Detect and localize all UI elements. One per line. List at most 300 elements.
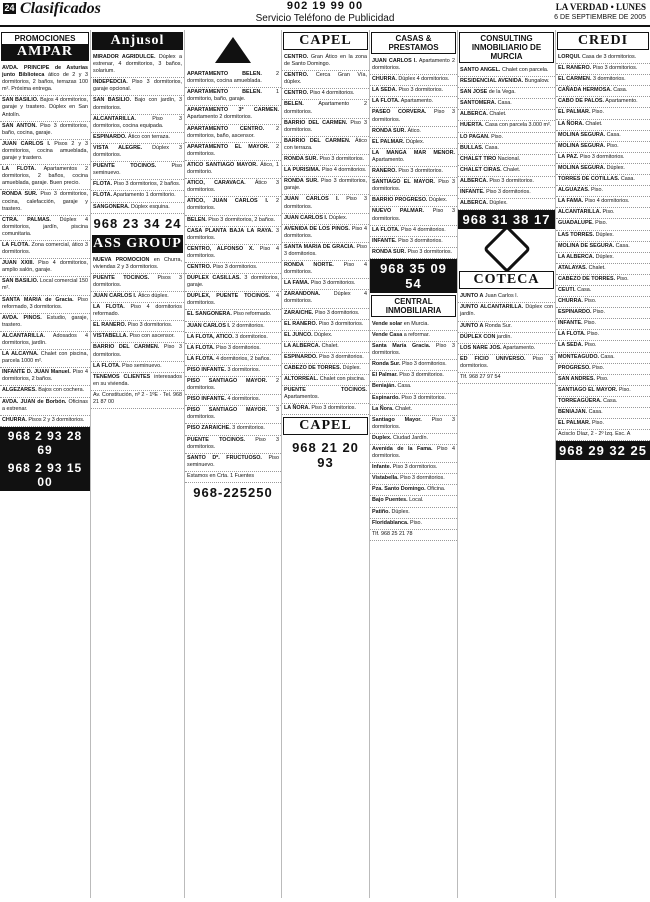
ad-headline: ED FICIO UNIVERSO. bbox=[460, 355, 526, 362]
ad-headline: LA ALBERCA. bbox=[558, 253, 595, 260]
classified-ad bbox=[282, 214, 369, 225]
ad-headline: Floridablanca. bbox=[372, 519, 409, 526]
classified-ad bbox=[458, 144, 555, 155]
ad-headline: SANTA MARIA de Gracia. bbox=[2, 296, 74, 303]
ad-headline: JUAN CARLOS I. bbox=[93, 292, 137, 299]
logo-subtitle: PROMOCIONES bbox=[14, 34, 76, 43]
ad-body: Piso 4 dormitorios. bbox=[187, 245, 280, 259]
ad-headline: ALCANTARILLA. bbox=[2, 332, 46, 339]
classified-ad bbox=[556, 319, 650, 330]
ad-headline: JUAN CARLOS I. bbox=[284, 214, 328, 221]
ad-body: Piso con ascensor. bbox=[129, 333, 175, 340]
ad-headline: JUNTO A bbox=[460, 293, 484, 300]
classified-ad bbox=[556, 264, 650, 275]
ad-headline: ATICO, JUAN CARLOS I. bbox=[187, 198, 269, 205]
ad-headline: MIRADOR AGRIDULCE. bbox=[93, 54, 156, 60]
ad-body: ático de 2 y 3 dormitorios, 2 baños, terrazas 100 m². Próxima entrega. bbox=[2, 72, 88, 93]
ad-headline: APARTAMENTO BELEN. bbox=[187, 71, 262, 77]
ad-headline: Vende solar bbox=[372, 320, 403, 327]
ad-headline: LA PAZ. bbox=[558, 153, 579, 160]
ad-body: 2 dormitorios. bbox=[231, 322, 265, 329]
ad-headline: BELEN. bbox=[187, 216, 207, 223]
classified-ad bbox=[0, 416, 90, 427]
classified-ad bbox=[282, 225, 369, 243]
classified-ad bbox=[556, 231, 650, 242]
ad-headline: GUADALUPE. bbox=[558, 220, 594, 227]
classified-ad bbox=[185, 88, 281, 106]
classified-ad bbox=[556, 86, 650, 97]
ad-headline: TENEMOS CLIENTES bbox=[93, 373, 151, 380]
ad-headline: Bajo Puentes. bbox=[372, 497, 408, 504]
classified-ad bbox=[370, 434, 457, 445]
ad-headline: EL RANERO. bbox=[558, 65, 592, 72]
ad-headline: BELEN. bbox=[284, 101, 304, 108]
ad-body: Casa. bbox=[577, 286, 592, 293]
ad-body: Piso 3 dormitorios. bbox=[401, 394, 446, 401]
ad-body: Dúplex. bbox=[595, 253, 614, 260]
ad-headline: SAN BASILIO. bbox=[2, 278, 39, 285]
ad-body: Oficina. bbox=[427, 486, 446, 493]
ad-body: Apartamento 2 dormitorios. bbox=[372, 58, 455, 72]
ad-headline: JUNTO ALCANTARILLA. bbox=[460, 304, 524, 311]
classified-ad bbox=[282, 364, 369, 375]
ad-headline: ALCANTARILLA. bbox=[93, 115, 137, 122]
ad-headline: PASEO CORVERA. bbox=[372, 109, 427, 116]
ad-headline: SAN ANTON. bbox=[2, 122, 37, 129]
classified-ad bbox=[282, 375, 369, 386]
ad-headline: MOLINA SEGURA. bbox=[558, 131, 606, 138]
ad-headline: EL PALMAR. bbox=[558, 420, 591, 427]
ad-list bbox=[185, 70, 281, 472]
ad-body: Piso. bbox=[587, 331, 600, 338]
classified-ad bbox=[0, 64, 90, 96]
classified-ad bbox=[185, 344, 281, 355]
ad-body: Piso 4 dormitorios reformado. bbox=[93, 304, 182, 318]
classified-ad bbox=[91, 332, 184, 343]
ad-body: Ático dúplex. bbox=[137, 292, 169, 299]
ad-headline: PISO INFANTE. bbox=[187, 396, 226, 403]
ad-headline: RONDA SUR. bbox=[2, 191, 38, 198]
ad-headline: MONTEAGUDO. bbox=[558, 353, 600, 360]
classified-ad bbox=[91, 115, 184, 133]
ad-headline: APARTAMENTO BELEN. bbox=[187, 89, 262, 96]
newspaper-name: LA VERDAD • LUNES bbox=[555, 2, 646, 12]
classified-ad bbox=[185, 245, 281, 263]
ad-body: Pisos 2 y 3 dormitorios, cocina amueblada, garaje y trastero. bbox=[2, 140, 88, 162]
classified-ad bbox=[370, 405, 457, 416]
classified-ad bbox=[370, 474, 457, 485]
classified-ad bbox=[185, 227, 281, 245]
ad-headline: Avenida de la Fama. bbox=[372, 446, 433, 452]
ad-headline: ZARANDONA. bbox=[284, 291, 321, 298]
ad-body: Local comercial 150 m². bbox=[2, 278, 88, 292]
ad-body: Local. bbox=[409, 497, 424, 504]
ad-headline: CENTRO. bbox=[284, 72, 309, 79]
classified-ad bbox=[458, 77, 555, 88]
ad-headline: ALBERCA. bbox=[460, 200, 488, 207]
ad-headline: La Ñora. bbox=[372, 405, 394, 412]
ad-headline: JUAN CARLOS I. bbox=[372, 58, 417, 64]
ad-headline: PUENTE TOCINOS. bbox=[93, 163, 157, 170]
capel-logo bbox=[283, 32, 368, 50]
ad-headline: LA FLOTA. bbox=[372, 226, 400, 233]
page-header bbox=[0, 0, 650, 26]
ad-body: Piso 4 dormitorios. bbox=[284, 262, 367, 276]
ad-body: 2 dormitorios. bbox=[187, 198, 280, 212]
ad-headline: LORQUI. bbox=[558, 54, 581, 60]
ad-body: Piso 3 dormitorios. bbox=[311, 405, 356, 412]
classified-ad bbox=[0, 96, 90, 121]
header-rule bbox=[0, 25, 650, 27]
ad-body: Dúplex. bbox=[328, 214, 348, 221]
classified-ad bbox=[0, 216, 90, 241]
column-4 bbox=[282, 30, 370, 898]
ad-headline: JUAN CARLOS I. bbox=[2, 140, 51, 147]
ad-body: Bajo con jardín, 3 dormitorios. bbox=[93, 97, 182, 111]
ad-body: Piso 3 dormitorios. bbox=[401, 361, 447, 368]
ad-headline: ALGUAZAS. bbox=[558, 187, 590, 194]
ad-headline: AVDA. JUAN de Borbón. bbox=[2, 398, 67, 405]
classified-ad bbox=[282, 261, 369, 279]
ad-headline: ALTORREAL. bbox=[284, 376, 319, 383]
ad-body: Piso 4 dormitorios, amplio salón, garaje. bbox=[2, 260, 88, 274]
ad-headline: CABEZO DE TORRES. bbox=[284, 365, 342, 371]
ad-body: Piso 3 dormitorios. bbox=[398, 87, 444, 94]
classified-ad bbox=[185, 179, 281, 197]
classified-ad bbox=[282, 320, 369, 331]
ad-body: Piso 3 dormitorios. bbox=[486, 189, 531, 196]
classified-ad bbox=[282, 100, 369, 118]
ad-headline: AVDA. PINOS. bbox=[2, 314, 42, 321]
classified-ad bbox=[185, 274, 281, 292]
classified-ad bbox=[458, 133, 555, 144]
ad-headline: ESPINARDO. bbox=[284, 353, 318, 360]
ad-body: Casa. bbox=[620, 176, 635, 183]
ad-body: Piso 3 dormitorios, garaje opcional. bbox=[93, 79, 182, 93]
ad-body: 2 dormitorios, baño, ascensor. bbox=[187, 125, 279, 139]
page-number: 24 bbox=[4, 3, 15, 13]
ad-headline: EL CARMEN. bbox=[558, 76, 592, 83]
ad-body: Dúplex. bbox=[405, 138, 425, 145]
classified-ad bbox=[370, 226, 457, 237]
ad-body: Piso. bbox=[602, 209, 615, 216]
ad-body: Dúplex 4 dormitorios. bbox=[398, 76, 450, 83]
ad-headline: TORREAGÜERA. bbox=[558, 397, 602, 404]
ad-body: Casa. bbox=[615, 242, 630, 249]
classified-ad bbox=[556, 353, 650, 364]
ad-body: a reformar. bbox=[403, 331, 430, 338]
ad-headline: El Palmar. bbox=[372, 372, 398, 379]
ad-body: Dúplex 3 dormitorios. bbox=[93, 144, 182, 159]
classified-ad bbox=[0, 386, 90, 397]
ad-headline: Patiño. bbox=[372, 508, 390, 515]
ad-headline: LA FLOTA. bbox=[2, 166, 36, 173]
classified-ad bbox=[370, 320, 457, 331]
classified-ad bbox=[458, 88, 555, 99]
ad-body: Dúplex a estrenar, 4 dormitorios, 3 baños, solarium. bbox=[93, 54, 182, 75]
ad-headline: TORRES DE COTILLAS. bbox=[558, 176, 620, 183]
ad-headline: MOLINA DE SEGURA. bbox=[558, 242, 615, 249]
ad-headline: AVENIDA DE LOS PINOS. bbox=[284, 225, 350, 232]
ad-body: Dúplex. bbox=[314, 331, 333, 338]
classified-ad bbox=[370, 416, 457, 434]
ad-headline: PISO SANTIAGO MAYOR. bbox=[187, 407, 268, 414]
column-6 bbox=[458, 30, 556, 898]
ad-headline: MOLINA SEGURA. bbox=[558, 142, 606, 149]
ad-body: Chalet. bbox=[503, 166, 521, 173]
phone-1: 968 2 93 28 69 bbox=[0, 427, 90, 459]
classified-ad bbox=[370, 519, 457, 530]
classified-ad bbox=[282, 243, 369, 261]
ad-headline: EL PALMAR. bbox=[372, 138, 405, 145]
logo-name: CREDI bbox=[577, 33, 629, 48]
column-5 bbox=[370, 30, 458, 898]
classified-ad bbox=[370, 75, 457, 86]
classified-ad bbox=[370, 445, 457, 463]
ad-body: Dúplex 4 dormitorios, jardín, piscina comunitaria. bbox=[2, 216, 89, 237]
ad-headline: LA FLOTA. bbox=[93, 304, 125, 311]
ad-body: Piso 3 dormitorios. bbox=[372, 416, 455, 430]
ad-headline: SAN ANDRES. bbox=[558, 375, 595, 382]
classified-ad bbox=[91, 162, 184, 180]
column-2 bbox=[91, 30, 185, 898]
ad-headline: PUENTE TOCINOS. bbox=[187, 436, 246, 443]
classified-ad bbox=[556, 208, 650, 219]
phone: 968-225250 bbox=[193, 485, 273, 501]
ad-headline: LA FAMA. bbox=[558, 198, 584, 205]
central-inmobiliaria-logo bbox=[371, 295, 456, 317]
classified-ad bbox=[556, 197, 650, 208]
ad-headline: SANTA MARIA DE GRACIA. bbox=[284, 243, 355, 250]
ad-headline: SANTIAGO EL MAYOR. bbox=[372, 179, 435, 186]
ad-body: Piso 3 dormitorios, cocina, calefacción, garaje y trastero. bbox=[2, 191, 88, 212]
ad-headline: PUENTE TOCINOS. bbox=[93, 274, 150, 281]
ad-body: Piso. bbox=[584, 320, 597, 327]
ad-body: Casa. bbox=[603, 397, 618, 404]
classified-ad bbox=[185, 377, 281, 395]
classified-ad bbox=[370, 167, 457, 178]
classified-ad bbox=[185, 216, 281, 227]
header-phone: 902 19 99 00 bbox=[286, 0, 364, 12]
classified-ad bbox=[556, 330, 650, 341]
classified-ad bbox=[91, 274, 184, 292]
ad-body: Piso 4 dormitorios, 2 baños. bbox=[2, 369, 89, 383]
classified-ad bbox=[370, 508, 457, 519]
ad-headline: DUPLEX, PUENTE TOCINOS. bbox=[187, 293, 271, 300]
classified-ad bbox=[0, 259, 90, 277]
ad-body: Piso reformado, 3 dormitorios. bbox=[2, 296, 88, 310]
ad-body: 3 dormitorios. bbox=[187, 407, 279, 421]
ad-headline: NUEVA PROMOCION bbox=[93, 256, 150, 263]
ad-body: Ático con terraza. bbox=[128, 133, 170, 140]
coteca-icon bbox=[482, 225, 530, 273]
phone: 968 29 32 25 bbox=[556, 441, 650, 460]
ad-headline: SANTO Dº. FRUCTUOSO. bbox=[187, 454, 262, 461]
classified-ad bbox=[282, 195, 369, 213]
classified-ad bbox=[0, 241, 90, 259]
classified-ad bbox=[0, 368, 90, 386]
classified-ad bbox=[458, 177, 555, 188]
classified-ad bbox=[458, 344, 555, 355]
ad-body: Piso 3 dormitorios. bbox=[93, 344, 183, 358]
classified-ad bbox=[370, 248, 457, 259]
ad-body: Piso 3 dormitorios. bbox=[127, 322, 173, 329]
classified-ad bbox=[556, 64, 650, 75]
footer-note: Estamos en Crta. 1 Fuentes bbox=[185, 472, 281, 483]
logo-name: CAPEL bbox=[299, 33, 352, 48]
ad-body: Piso 3 dormitorios. bbox=[399, 372, 444, 379]
ad-list bbox=[556, 53, 650, 430]
ad-headline: CABO DE PALOS. bbox=[558, 98, 605, 105]
classified-ad bbox=[185, 143, 281, 161]
coteca-logo bbox=[458, 229, 555, 269]
casas-prestamos-logo bbox=[371, 32, 456, 54]
classified-ad bbox=[370, 394, 457, 405]
ad-headline: HUERTA. bbox=[460, 122, 484, 129]
classified-ad bbox=[0, 332, 90, 350]
ad-body: Piso 3 dormitorios. bbox=[372, 179, 456, 193]
ad-body: 3 dormitorios. bbox=[592, 76, 626, 83]
section-title: Clasificados bbox=[20, 0, 101, 17]
ad-body: Piso. bbox=[491, 133, 504, 140]
ad-headline: LA FLOTA. bbox=[187, 344, 215, 351]
ad-headline: RONDA SUR. bbox=[372, 248, 406, 255]
classified-ad bbox=[556, 120, 650, 131]
ad-body: Ático. bbox=[407, 127, 421, 134]
classified-ad bbox=[185, 106, 281, 124]
ad-headline: EL PALMAR. bbox=[558, 109, 591, 116]
consulting-logo bbox=[459, 32, 554, 63]
ad-headline: LO PAGAN. bbox=[460, 133, 490, 140]
ad-headline: LA FLOTA, ATICO. bbox=[187, 333, 234, 340]
ad-headline: Vende Casa bbox=[372, 331, 403, 338]
ad-body: Chalet con parcela. bbox=[501, 67, 549, 73]
classified-ad bbox=[556, 75, 650, 86]
ad-headline: RONDA SUR. bbox=[284, 178, 319, 185]
classified-ad bbox=[0, 350, 90, 368]
phone-2: 968 2 93 15 00 bbox=[0, 459, 90, 491]
classified-ad bbox=[185, 406, 281, 424]
classified-ad bbox=[282, 119, 369, 137]
ad-headline: PISO SANTIAGO MAYOR. bbox=[187, 378, 268, 384]
classified-ad bbox=[458, 303, 555, 321]
ad-headline: RONDA SUR. bbox=[372, 127, 406, 134]
ad-body: Bajos con cochera. bbox=[38, 387, 85, 394]
ad-body: Dúplex. bbox=[342, 365, 361, 371]
ad-headline: BULLAS. bbox=[460, 144, 484, 151]
ad-body: Apartamentos. bbox=[284, 394, 320, 401]
ad-body: Piso 3 dormitorios. bbox=[319, 353, 364, 360]
classified-ad bbox=[91, 133, 184, 144]
classified-ad bbox=[370, 496, 457, 507]
ad-headline: CTRA. PALMAS. bbox=[2, 216, 51, 223]
ad-body: de la Vega. bbox=[488, 89, 516, 96]
ad-body: Piso. bbox=[596, 375, 609, 382]
ad-body: Ático con terraza. bbox=[284, 137, 367, 151]
publication-date: 6 DE SEPTIEMBRE DE 2005 bbox=[554, 14, 646, 21]
classified-ad bbox=[185, 322, 281, 333]
ad-headline: RESIDENCIAL AVENIDA. bbox=[460, 78, 524, 85]
ad-body: Casa con parcela 3.000 m². bbox=[485, 122, 552, 129]
classified-ad bbox=[556, 408, 650, 419]
ad-headline: PISO ZARAICHE. bbox=[187, 425, 231, 432]
ad-headline: CAÑADA HERMOSA. bbox=[558, 87, 612, 94]
logo-name: CAPEL bbox=[299, 418, 352, 434]
classified-ad bbox=[185, 292, 281, 310]
ad-body: 4 dormitorios. bbox=[187, 293, 279, 307]
ad-headline: JUNTO A bbox=[460, 322, 484, 329]
classified-ad bbox=[370, 463, 457, 474]
ad-body: Ronda Sur. bbox=[484, 322, 512, 329]
ad-headline: LA MANGA MAR MENOR. bbox=[372, 149, 455, 156]
classified-ad bbox=[370, 178, 457, 196]
ad-body: Piso. bbox=[584, 342, 597, 349]
ad-body: Chalet. bbox=[585, 120, 603, 127]
logo-name: AMPAR bbox=[2, 44, 88, 60]
ad-body: Piso 3 dormitorios. bbox=[460, 355, 553, 369]
ad-headline: LA SEDA. bbox=[372, 87, 397, 94]
ad-body: Piso 3 dormitorios. bbox=[284, 196, 368, 210]
ad-headline: CENTRO. bbox=[284, 54, 309, 60]
ad-body: Casa. bbox=[588, 409, 603, 415]
ad-headline: ESPINARDO. bbox=[93, 133, 127, 140]
ad-body: Casa de 3 dormitorios. bbox=[581, 54, 637, 60]
column-3 bbox=[185, 30, 282, 898]
classified-ad bbox=[185, 424, 281, 435]
ampar-logo bbox=[1, 32, 89, 61]
classified-ad bbox=[185, 70, 281, 88]
phone: 968 35 09 54 bbox=[370, 259, 457, 293]
ad-body: Piso 3 dormitorios. bbox=[372, 109, 455, 123]
classified-ad bbox=[370, 138, 457, 149]
classified-ad bbox=[91, 78, 184, 96]
classified-ad bbox=[458, 99, 555, 110]
ad-body: Piso. bbox=[616, 275, 629, 282]
ad-body: Piso 3 dormitorios, cocina equipada. bbox=[93, 115, 183, 129]
ad-headline: LOS NARE JOS. bbox=[460, 344, 502, 351]
ad-body: Chalet con piscina. bbox=[319, 376, 366, 383]
classified-ad bbox=[185, 395, 281, 406]
ad-headline: RONDA NORTE. bbox=[284, 262, 334, 269]
classified-ad bbox=[458, 166, 555, 177]
classified-ad bbox=[370, 331, 457, 342]
ad-body: Piso 3 dormitorios. bbox=[284, 119, 368, 133]
ad-body: Casa. bbox=[397, 383, 412, 390]
ad-body: Casa. bbox=[606, 131, 621, 138]
ad-headline: SANTO ANGEL. bbox=[460, 67, 501, 73]
classified-ad bbox=[282, 279, 369, 290]
classified-ad bbox=[91, 256, 184, 274]
classified-ad bbox=[556, 175, 650, 186]
ad-body: Ático 3 dormitorios. bbox=[187, 180, 279, 194]
logo-name: CENTRAL INMOBILIARIA bbox=[385, 296, 442, 315]
ad-list bbox=[370, 320, 457, 530]
ad-headline: CASA PLANTA BAJA LA RAYA. bbox=[187, 227, 273, 234]
ad-headline: Infante. bbox=[372, 464, 392, 471]
classified-ad bbox=[91, 191, 184, 202]
classified-ad bbox=[458, 199, 555, 210]
ad-body: Piso. bbox=[590, 187, 603, 194]
classified-ad bbox=[91, 144, 184, 162]
classified-ad bbox=[556, 131, 650, 142]
ad-body: Apartamento 2 dormitorios. bbox=[284, 101, 367, 115]
ad-headline: LAS TORRES. bbox=[558, 231, 595, 238]
classified-ad bbox=[282, 353, 369, 364]
ad-headline: SANTOMERA. bbox=[460, 100, 497, 107]
classified-ad bbox=[458, 155, 555, 166]
classified-ad bbox=[282, 137, 369, 155]
ad-headline: LA FLOTA. bbox=[2, 241, 30, 248]
